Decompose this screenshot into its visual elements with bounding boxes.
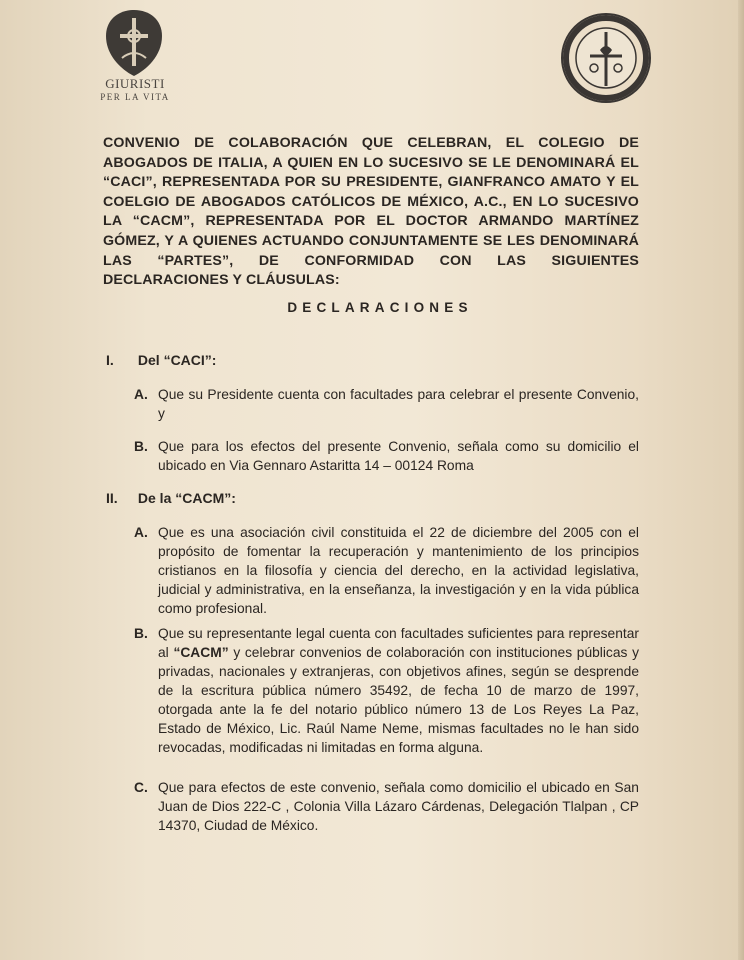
list-item bbox=[134, 385, 639, 423]
section-heading-text: De la “CACM”: bbox=[137, 490, 236, 506]
section-number: I. bbox=[106, 352, 114, 368]
item-text-bold: “CACM” bbox=[173, 645, 229, 660]
logo-brand-text: GIURISTI bbox=[105, 76, 165, 91]
item-text-part: Que su representante legal cuenta con facultades suficientes para representar al bbox=[158, 626, 639, 660]
item-text: Que es una asociación civil constituida el 22 de diciembre del 2005 con el propósito de fomentar la recuperación y mantenimiento de los principios cristianos en la filosofía y ciencia del derecho, en la actividad legislativa, judicial y administrativa, en la enseñanza, la investigación y en la vida pública como profesional. bbox=[158, 525, 639, 616]
item-text-part: y celebrar convenios de colaboración con instituciones públicas y privadas, nacionales y extranjeras, con objetivos afines, según se desprende de la escritura pública número 35492, de fecha 10 de marzo de 1997, otorgada ante la fe del notario público número 13 de Los Reyes La Paz, Estado de México, Lic. Raúl Name Neme, mismas facultades no le han sido revocadas, modificadas ni limitadas en forma alguna. bbox=[158, 645, 639, 755]
list-item bbox=[134, 778, 639, 835]
emblem-icon bbox=[102, 8, 166, 78]
item-text: Que para efectos de este convenio, señala como domicilio el ubicado en San Juan de Dios 222-C , Colonia Villa Lázaro Cárdenas, Delegación Tlalpan , CP 14370, Ciudad de México. bbox=[158, 780, 639, 833]
item-text: Que para los efectos del presente Convenio, señala como su domicilio el ubicado en Via Gennaro Astaritta 14 – 00124 Roma bbox=[158, 439, 639, 473]
section-number: II. bbox=[106, 490, 118, 506]
item-letter: A. bbox=[134, 387, 148, 402]
section-heading-cacm bbox=[106, 490, 236, 506]
item-text: Que su Presidente cuenta con facultades para celebrar el presente Convenio, y bbox=[158, 387, 639, 421]
section-heading-text: Del “CACI”: bbox=[137, 352, 217, 368]
item-letter: B. bbox=[134, 626, 148, 641]
item-text bbox=[158, 624, 639, 757]
logo-brand-subtext: PER LA VITA bbox=[100, 92, 170, 102]
list-item bbox=[134, 437, 639, 475]
item-letter: B. bbox=[134, 439, 148, 454]
item-letter: C. bbox=[134, 780, 148, 795]
page-edge bbox=[738, 0, 744, 960]
intro-paragraph: CONVENIO DE COLABORACIÓN QUE CELEBRAN, EL COLEGIO DE ABOGADOS DE ITALIA, A QUIEN EN LO SUCESIVO SE LE DENOMINARÁ EL “CACI”, REPRESENTADA POR SU PRESIDENTE, GIANFRANCO AMATO Y EL COELGIO DE ABOGADOS CATÓLICOS DE MÉXICO, A.C., EN LO SUCESIVO LA “CACM”, REPRESENTADA POR EL DOCTOR ARMANDO MARTÍNEZ GÓMEZ, Y A QUIENES ACTUANDO CONJUNTAMENTE SE LES DENOMINARÁ LAS “PARTES”, DE CONFORMIDAD CON LAS SIGUIENTES DECLARACIONES Y CLÁUSULAS: bbox=[103, 135, 639, 289]
document-body bbox=[103, 134, 639, 291]
list-item bbox=[134, 624, 639, 757]
section-title: DECLARACIONES bbox=[287, 300, 473, 315]
list-item bbox=[134, 523, 639, 618]
seal-logo-icon bbox=[560, 10, 652, 110]
item-letter: A. bbox=[134, 525, 148, 540]
section-heading-caci bbox=[106, 352, 216, 368]
giuristi-logo bbox=[96, 4, 176, 104]
